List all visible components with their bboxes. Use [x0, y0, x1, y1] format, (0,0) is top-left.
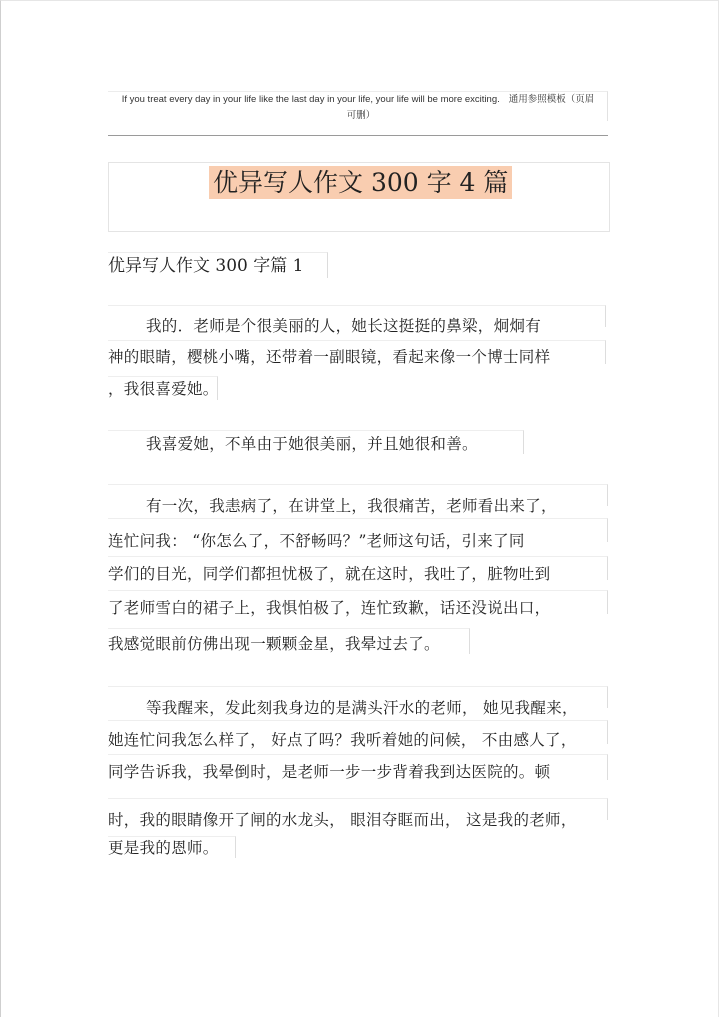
- paragraph-3-line-5: 我感觉眼前仿佛出现一颗颗金星，我晕过去了。: [108, 635, 440, 653]
- header-template-note: 通用参照模板（页眉: [508, 94, 595, 105]
- paragraph-1-line-2: 神的眼睛，樱桃小嘴，还带着一副眼镜，看起来像一个博士同样: [108, 348, 551, 366]
- paragraph-3-line-2: 连忙问我： “你怎么了，不舒畅吗？”老师这句话，引来了同: [108, 532, 525, 550]
- header-template-note-cont: 可删）: [346, 110, 376, 121]
- page-header: [108, 92, 608, 124]
- paragraph-4-line-5: 更是我的恩师。: [108, 839, 219, 857]
- section-heading: 优异写人作文 300 字篇 1: [108, 252, 328, 278]
- paragraph-3-line-4: 了老师雪白的裙子上，我惧怕极了，连忙致歉，话还没说出口，: [108, 599, 551, 617]
- document-title: 优异写人作文 300 字 4 篇: [209, 166, 512, 199]
- paragraph-3-line-3: 学们的目光，同学们都担忧极了，就在这时，我吐了，脏物吐到: [108, 565, 551, 583]
- paragraph-4-line-4: 时，我的眼睛像开了闸的水龙头， 眼泪夺眶而出， 这是我的老师，: [108, 811, 577, 829]
- paragraph-1-line-1: 我的．老师是个很美丽的人，她长这挺挺的鼻梁，炯炯有: [146, 317, 542, 335]
- paragraph-3-line-1: 有一次，我恚病了，在讲堂上，我很痛苦，老师看出来了，: [146, 497, 557, 515]
- header-english-quote: If you treat every day in your life like the last day in your life, your life will be more exciting.: [121, 94, 500, 105]
- paragraph-2-line-1: 我喜爱她，不单由于她很美丽，并且她很和善。: [146, 435, 478, 453]
- paragraph-4-line-1: 等我醒来，发此刻我身边的是满头汗水的老师， 她见我醒来，: [146, 699, 578, 717]
- paragraph-4-line-3: 同学告诉我，我晕倒时，是老师一步一步背着我到达医院的。顿: [108, 763, 551, 781]
- paragraph-4-line-2: 她连忙问我怎么样了， 好点了吗？我听着她的问候， 不由感人了，: [108, 731, 577, 749]
- paragraph-1-line-3: ，我很喜爱她。: [108, 380, 219, 398]
- header-divider: [108, 135, 608, 136]
